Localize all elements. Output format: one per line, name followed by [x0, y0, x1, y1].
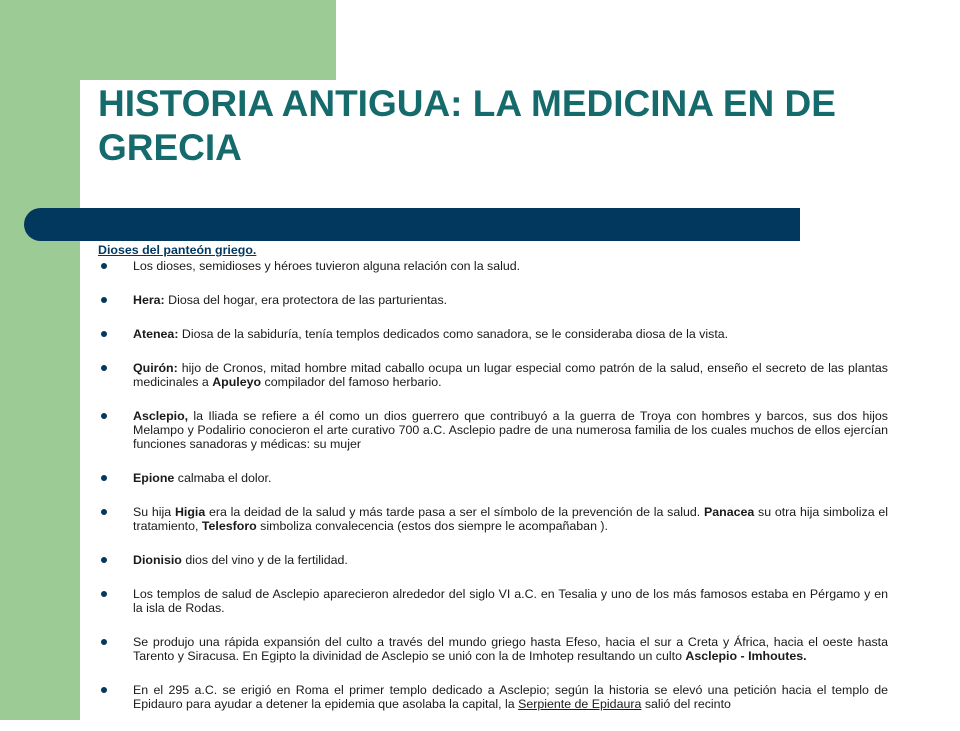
bullet-item: Hera: Diosa del hogar, era protectora de las parturientas.: [98, 293, 888, 307]
bullet-item: Atenea: Diosa de la sabiduría, tenía templos dedicados como sanadora, se le consideraba diosa de la vista.: [98, 327, 888, 341]
decorative-green-band: [0, 0, 336, 80]
serpiente-link[interactable]: Serpiente de Epidaura: [518, 697, 642, 711]
bullet-dot-icon: [101, 591, 107, 597]
bullet-item: Se produjo una rápida expansión del culto a través del mundo griego hasta Efeso, hacia el sur a Creta y África, hacia el oeste hasta Tarento y Siracusa. En Egipto la divinidad de Asclepio se unió con la de Imhotep resultando un culto Asclepio - Imhoutes.: [98, 635, 888, 663]
bullet-list: [98, 259, 888, 711]
decorative-green-sidebar: [0, 80, 80, 720]
bullet-item: Quirón: hijo de Cronos, mitad hombre mitad caballo ocupa un lugar especial como patrón de la salud, enseño el secreto de las plantas medicinales a Apuleyo compilador del famoso herbario.: [98, 361, 888, 389]
bullet-dot-icon: [101, 557, 107, 563]
decorative-title-bar: [24, 208, 800, 241]
bullet-item: Asclepio, la Iliada se refiere a él como un dios guerrero que contribuyó a la guerra de Troya con hombres y barcos, sus dos hijos Melampo y Podalirio conocieron el arte curativo 700 a.C. Asclepio padre de una numerosa familia de los cuales muchos de ellos ejercían funciones sanadoras y médicas: su mujer: [98, 409, 888, 451]
bullet-dot-icon: [101, 413, 107, 419]
bullet-item: Los dioses, semidioses y héroes tuvieron alguna relación con la salud.: [98, 259, 888, 273]
bullet-dot-icon: [101, 509, 107, 515]
bullet-item: Su hija Higia era la deidad de la salud y más tarde pasa a ser el símbolo de la prevención de la salud. Panacea su otra hija simboliza el tratamiento, Telesforo simboliza convalecencia (estos dos siempre le acompañaban ).: [98, 505, 888, 533]
slide-body: [98, 243, 888, 731]
section-heading: Dioses del panteón griego.: [98, 243, 257, 257]
bullet-dot-icon: [101, 263, 107, 269]
bullet-dot-icon: [101, 475, 107, 481]
bullet-item: Epione calmaba el dolor.: [98, 471, 888, 485]
bullet-dot-icon: [101, 297, 107, 303]
bullet-dot-icon: [101, 639, 107, 645]
bullet-item: En el 295 a.C. se erigió en Roma el primer templo dedicado a Asclepio; según la historia se elevó una petición hacia el templo de Epidauro para ayudar a detener la epidemia que asolaba la capital, la Serpiente de Epidaura salió del recinto: [98, 683, 888, 711]
bullet-dot-icon: [101, 687, 107, 693]
bullet-item: Dionisio dios del vino y de la fertilidad.: [98, 553, 888, 567]
bullet-dot-icon: [101, 331, 107, 337]
bullet-item: Los templos de salud de Asclepio aparecieron alrededor del siglo VI a.C. en Tesalia y uno de los más famosos estaba en Pérgamo y en la isla de Rodas.: [98, 587, 888, 615]
bullet-dot-icon: [101, 365, 107, 371]
slide-title: HISTORIA ANTIGUA: LA MEDICINA EN DE GRECIA: [98, 83, 836, 168]
